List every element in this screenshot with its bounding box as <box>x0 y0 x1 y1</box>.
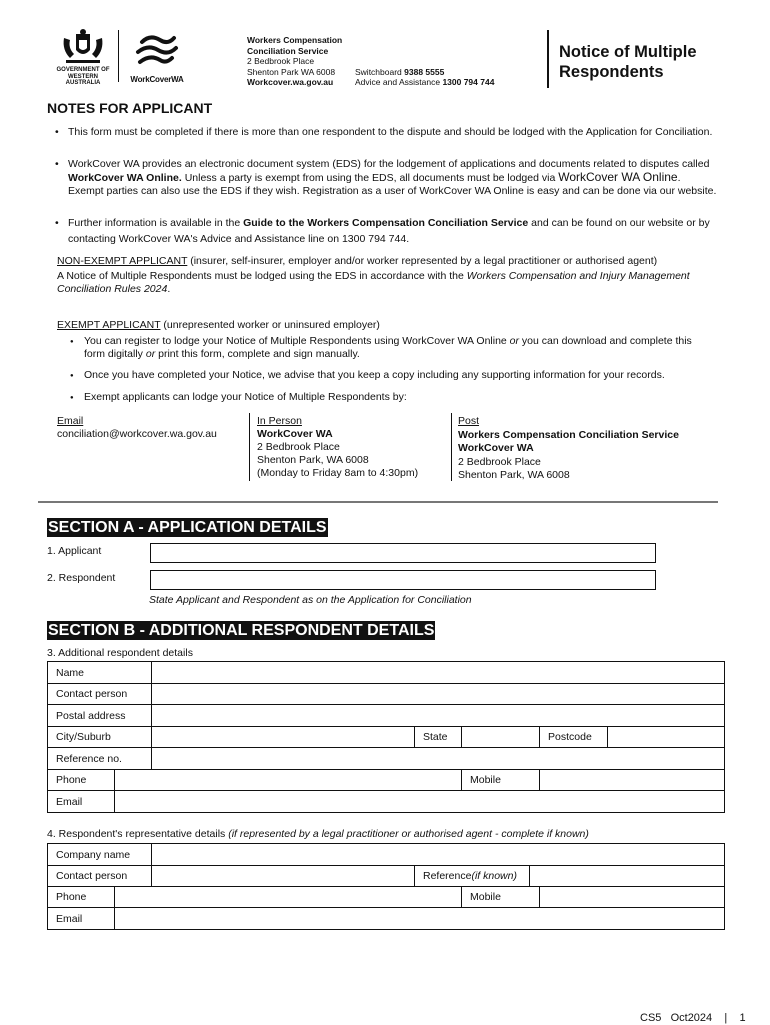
phone-label: Phone <box>56 774 87 786</box>
exempt-bullet-3: ● Exempt applicants can lodge your Notice of Multiple Respondents by: <box>84 391 714 404</box>
notes-bullet-3-text-a: Further information is available in the <box>68 217 244 229</box>
rep-contact-person-input[interactable] <box>152 866 414 886</box>
table-row-company <box>48 844 725 866</box>
workcover-logo <box>128 32 186 86</box>
exempt-desc: (unrepresented worker or uninsured employer) <box>160 319 380 331</box>
table-row-rep-email <box>48 908 725 930</box>
table-row-reference <box>48 748 725 770</box>
reference-input[interactable] <box>152 748 724 769</box>
notes-bullet-2 <box>68 158 718 198</box>
org-name-1: Workers Compensation <box>247 35 343 45</box>
workcover-logo-text: WorkCoverWA <box>130 75 184 84</box>
rep-email-label: Email <box>56 912 83 925</box>
footer-form-code: CS5 <box>640 1012 662 1024</box>
non-exempt-label: NON-EXEMPT APPLICANT <box>57 255 188 267</box>
lodge-email-column <box>57 415 247 441</box>
q3-label: 3. Additional respondent details <box>47 647 193 659</box>
footer-page-number: 1 <box>739 1012 746 1024</box>
org-website-link[interactable]: Workcover.wa.gov.au <box>247 77 334 87</box>
state-input[interactable] <box>462 727 539 747</box>
footer <box>640 1012 746 1025</box>
exempt-bullet-1-text-c: print this form, complete and sign manually. <box>155 348 360 360</box>
name-label: Name <box>56 666 85 679</box>
table-row-rep-phone <box>48 887 725 908</box>
postcode-input[interactable] <box>608 727 724 747</box>
org-name-2: Conciliation Service <box>247 45 329 56</box>
exempt-bullet-1-or-2: or <box>145 348 156 360</box>
lodge-post-org-2: WorkCover WA <box>458 442 534 454</box>
logo-divider <box>118 30 119 82</box>
lodge-email-link[interactable]: conciliation@workcover.wa.gov.au <box>57 428 217 440</box>
respondent-field[interactable] <box>150 570 656 590</box>
exempt-bullet-1 <box>84 335 714 361</box>
rep-phone-input[interactable] <box>115 887 461 907</box>
lodge-email-label: Email <box>57 415 84 427</box>
notes-bullet-2-eds-name: WorkCover WA Online <box>558 170 678 184</box>
exempt-bullet-1-or-1: or <box>509 335 520 347</box>
applicant-field[interactable] <box>150 543 656 563</box>
lodge-in-person-hours: (Monday to Friday 8am to 4:30pm) <box>257 467 419 479</box>
city-suburb-input[interactable] <box>152 727 414 747</box>
org-address-2: Shenton Park WA 6008 <box>247 66 336 77</box>
footer-version-date: Oct2024 <box>670 1012 713 1024</box>
org-address-1: 2 Bedbrook Place <box>247 56 315 66</box>
crest-icon <box>60 28 106 66</box>
name-input[interactable] <box>152 662 724 683</box>
advice-label: Advice and Assistance <box>355 77 441 87</box>
footer-separator: | <box>724 1012 728 1024</box>
section-separator <box>38 501 718 503</box>
notes-bullet-3-text-b: and can be found on our website or by contacting WorkCover WA's Advice and Assistance line on 1300 794 744. <box>68 217 710 245</box>
notes-bullet-2-bold: WorkCover WA Online. <box>68 172 182 184</box>
notes-bullet-2-text-b: Unless a party is exempt from using the EDS, all documents must be lodged via <box>181 172 559 184</box>
state-label: State <box>423 731 448 743</box>
non-exempt-desc: (insurer, self-insurer, employer and/or worker represented by a legal practitioner or authorised agent) <box>187 255 658 267</box>
postal-address-input[interactable] <box>152 705 724 726</box>
notes-bullet-2-text-c: . Exempt parties can also use the EDS if they wish. Registration as a user of WorkCover WA Online is easy and can be done via our website. <box>68 172 717 197</box>
lodge-in-person-address-1: 2 Bedbrook Place <box>257 441 340 453</box>
table-row-name <box>48 662 725 684</box>
phone-input[interactable] <box>115 770 461 790</box>
government-crest-logo <box>52 28 114 86</box>
form-title <box>559 42 697 82</box>
q4-label-note: (if represented by a legal practitioner or authorised agent - complete if known) <box>228 828 589 840</box>
notes-bullet-3-guide-name: Guide to the Workers Compensation Conciliation Service <box>243 217 529 229</box>
lodge-divider-1 <box>249 413 250 481</box>
rep-reference-label <box>415 866 529 886</box>
reference-label: Reference no. <box>56 752 122 765</box>
rep-mobile-input[interactable] <box>540 887 724 907</box>
lodge-post-label: Post <box>458 415 480 427</box>
notes-bullet-1: • This form must be completed if there is more than one respondent to the dispute and should be lodged with the Application for Conciliation. <box>68 126 718 139</box>
exempt-bullet-2: ● Once you have completed your Notice, we advise that you keep a copy including any supporting information for your records. <box>84 369 734 382</box>
lodge-in-person-column <box>257 415 447 480</box>
exempt-bullet-1-text-b: you can download and complete this form digitally <box>84 335 692 360</box>
company-name-label: Company name <box>56 848 131 861</box>
section-a-title: SECTION A - APPLICATION DETAILS <box>48 519 327 536</box>
rep-mobile-label: Mobile <box>470 891 501 903</box>
q4-label-text: 4. Respondent's representative details <box>47 828 229 840</box>
rep-phone-label: Phone <box>56 891 87 903</box>
rep-reference-label-note: (if known) <box>471 870 517 882</box>
lodge-post-org-1: Workers Compensation Conciliation Service <box>458 428 679 441</box>
header-divider <box>547 30 549 88</box>
non-exempt-text-a: A Notice of Multiple Respondents must be lodged using the EDS in accordance with the <box>57 270 467 282</box>
lodge-post-address-2: Shenton Park, WA 6008 <box>458 469 570 481</box>
respondent-details-table <box>47 661 725 813</box>
postal-address-label: Postal address <box>56 709 126 722</box>
switchboard-label: Switchboard <box>355 66 402 77</box>
workcover-swirl-icon <box>128 32 186 68</box>
table-row-postal <box>48 705 725 727</box>
lodge-in-person-label: In Person <box>257 415 302 427</box>
representative-details-table <box>47 843 725 930</box>
lodge-divider-2 <box>451 413 452 481</box>
contact-person-input[interactable] <box>152 684 724 704</box>
city-suburb-label: City/Suburb <box>56 731 111 743</box>
section-b-title: SECTION B - ADDITIONAL RESPONDENT DETAILS <box>48 622 435 639</box>
non-exempt-text-b: . <box>167 283 171 295</box>
table-row-email <box>48 791 725 813</box>
advice-number: 1300 794 744 <box>442 77 495 87</box>
lodge-post-address-1: 2 Bedbrook Place <box>458 455 541 468</box>
rep-reference-input[interactable] <box>530 866 724 886</box>
applicant-label: 1. Applicant <box>47 545 102 557</box>
mobile-input[interactable] <box>540 770 724 790</box>
gov-logo-text: GOVERNMENT OF WESTERN AUSTRALIA <box>56 67 110 86</box>
non-exempt-block <box>57 255 707 296</box>
respondent-label: 2. Respondent <box>47 572 116 584</box>
notes-bullet-3 <box>68 215 718 247</box>
mobile-label: Mobile <box>470 774 501 786</box>
exempt-bullet-1-text-a: You can register to lodge your Notice of Multiple Respondents using WorkCover WA Online <box>84 335 510 347</box>
table-row-phone <box>48 770 725 791</box>
exempt-heading <box>57 319 380 332</box>
header-organisation-block <box>247 35 547 88</box>
table-row-contact <box>48 684 725 705</box>
lodge-post-column <box>458 415 728 483</box>
table-row-rep-contact <box>48 866 725 887</box>
contact-person-label: Contact person <box>56 688 128 700</box>
exempt-label: EXEMPT APPLICANT <box>57 319 161 331</box>
postcode-label: Postcode <box>548 731 592 743</box>
conciliation-rules-name: Workers Compensation and Injury Management Conciliation Rules 2024 <box>57 270 690 295</box>
rep-reference-label-text: Reference <box>423 870 472 882</box>
notes-heading: NOTES FOR APPLICANT <box>47 100 213 116</box>
lodge-in-person-address-2: Shenton Park, WA 6008 <box>257 454 369 466</box>
q4-label <box>47 828 589 840</box>
form-title-line-1: Notice of Multiple <box>559 43 697 61</box>
form-title-line-2: Respondents <box>559 63 664 81</box>
rep-email-input[interactable] <box>115 908 724 929</box>
lodge-in-person-org: WorkCover WA <box>257 428 333 440</box>
notes-bullet-2-text-a: WorkCover WA provides an electronic document system (EDS) for the lodgement of applications and documents related to disputes called <box>68 158 710 170</box>
switchboard-number: 9388 5555 <box>404 66 445 77</box>
section-a-note: State Applicant and Respondent as on the Application for Conciliation <box>149 594 472 606</box>
company-name-input[interactable] <box>152 844 724 865</box>
email-label: Email <box>56 795 83 808</box>
email-input[interactable] <box>115 791 724 812</box>
rep-contact-person-label: Contact person <box>56 870 128 882</box>
table-row-city <box>48 727 725 748</box>
